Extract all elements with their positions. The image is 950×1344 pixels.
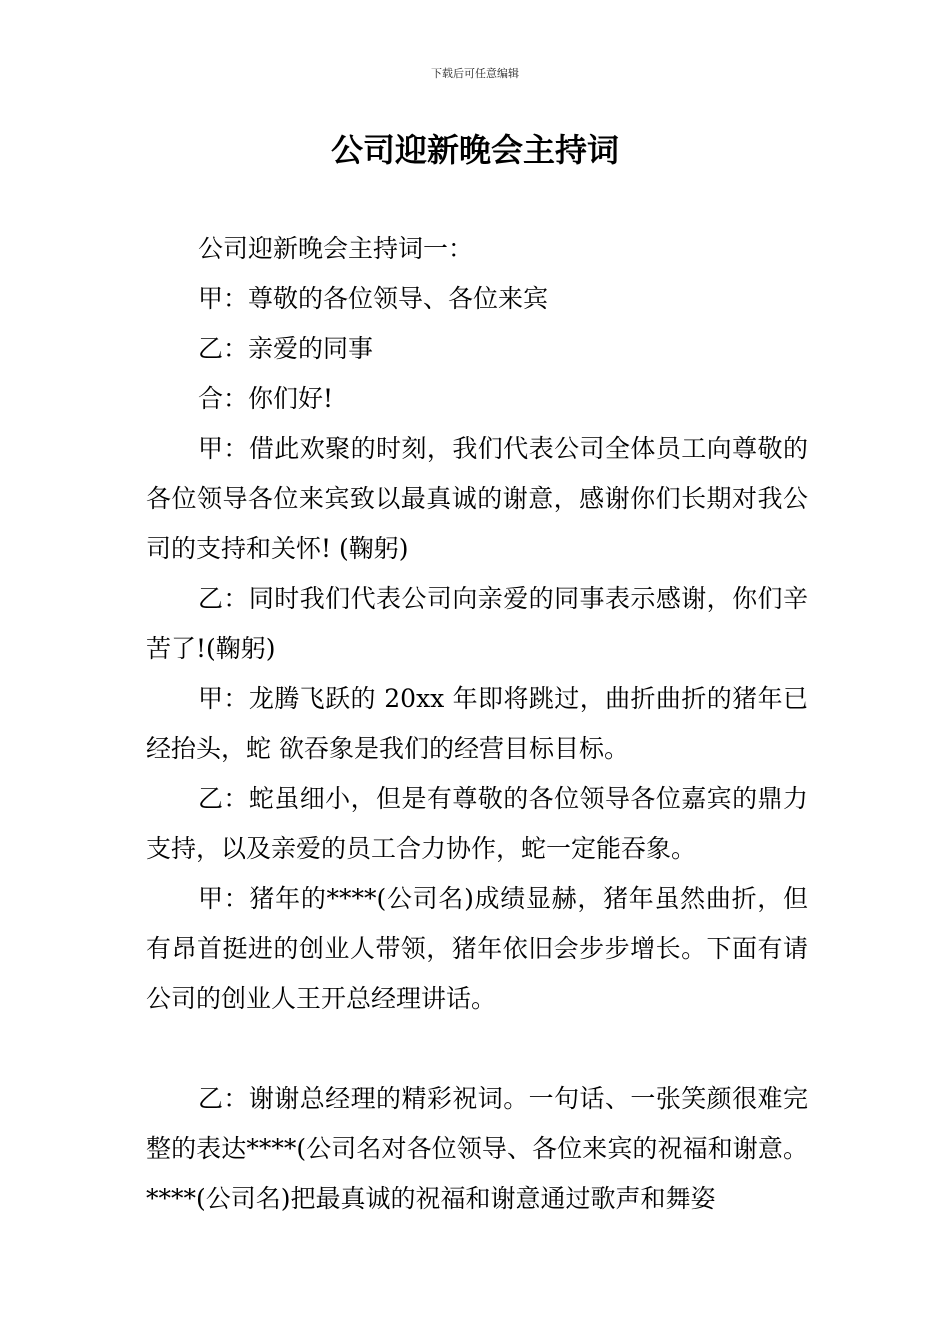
paragraph-snake: 乙：蛇虽细小，但是有尊敬的各位领导各位嘉宾的鼎力支持，以及亲爱的员工合力协作，蛇一定能吞象。: [146, 784, 808, 863]
paragraph-thanks-guests: 甲：借此欢聚的时刻，我们代表公司全体员工向尊敬的各位领导各位来宾致以最真诚的谢意，感谢你们长期对我公司的支持和关怀! (鞠躬): [146, 434, 808, 563]
paragraph-intro: 公司迎新晚会主持词一：: [198, 234, 474, 263]
paragraph-thanks-colleagues: 乙：同时我们代表公司向亲爱的同事表示感谢，你们辛苦了!(鞠躬): [146, 584, 808, 663]
paragraph-greeting-a: 甲：尊敬的各位领导、各位来宾: [198, 284, 549, 313]
paragraph-new-year: 甲：龙腾飞跃的 20xx 年即将跳过，曲折曲折的猪年已经抬头，蛇 欲吞象是我们的经营目标目标。: [146, 684, 808, 763]
document-body: [146, 224, 808, 1224]
paragraph-invite-speech: 甲：猪年的****(公司名)成绩显赫，猪年虽然曲折，但有昂首挺进的创业人带领，猪年依旧会步步增长。下面有请公司的创业人王开总经理讲话。: [146, 884, 808, 1013]
paragraph-greeting-together: 合：你们好!: [198, 384, 334, 413]
paragraph-after-speech: 乙：谢谢总经理的精彩祝词。一句话、一张笑颜很难完整的表达****(公司名对各位领导、各位来宾的祝福和谢意。****(公司名)把最真诚的祝福和谢意通过歌声和舞姿: [146, 1084, 808, 1213]
paragraph-greeting-b: 乙：亲爱的同事: [198, 334, 374, 363]
header-note: 下载后可任意编辑: [431, 67, 519, 80]
paragraph-gap: [146, 1024, 808, 1074]
document-title: 公司迎新晚会主持词: [330, 131, 619, 169]
